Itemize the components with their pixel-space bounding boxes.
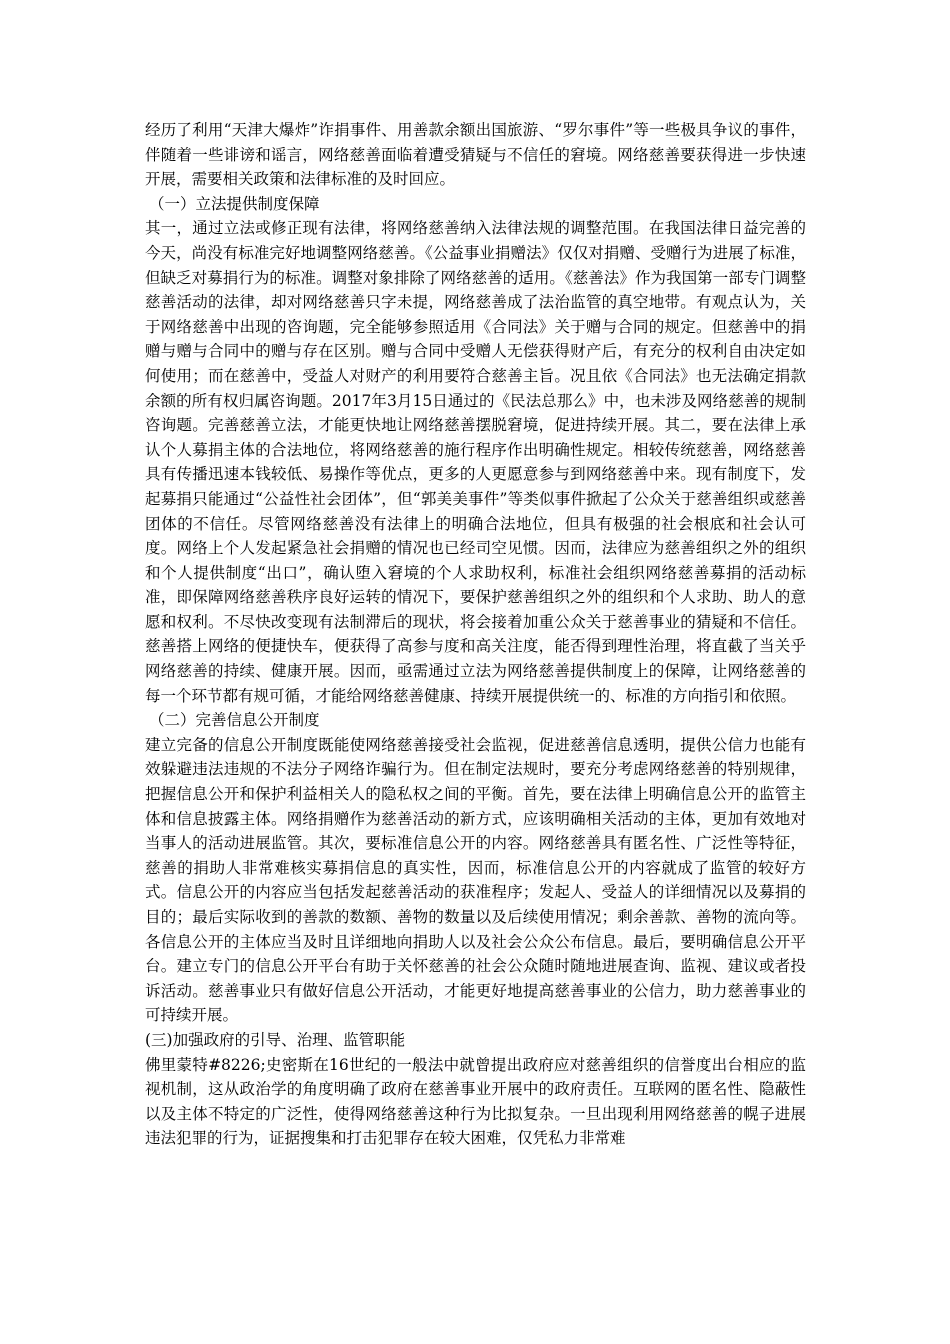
- section-2-paragraph: 建立完备的信息公开制度既能使网络慈善接受社会监视，促进慈善信息透明，提供公信力也能有效躲避违法违规的不法分子网络诈骗行为。但在制定法规时，要充分考虑网络慈善的特别规律，把握信息公开和保护利益相关人的隐私权之间的平衡。首先，要在法律上明确信息公开的监管主体和信息披露主体。网络捐赠作为慈善活动的新方式，应该明确相关活动的主体，更加有效地对当事人的活动进展监管。其次，要标准信息公开的内容。网络慈善具有匿名性、广泛性等特征，慈善的捐助人非常难核实募捐信息的真实性，因而，标准信息公开的内容就成了监管的较好方式。信息公开的内容应当包括发起慈善活动的获准程序；发起人、受益人的详细情况以及募捐的目的；最后实际收到的善款的数额、善物的数量以及后续使用情况；剩余善款、善物的流向等。各信息公开的主体应当及时且详细地向捐助人以及社会公众公布信息。最后，要明确信息公开平台。建立专门的信息公开平台有助于关怀慈善的社会公众随时随地进展查询、监视、建议或者投诉活动。慈善事业只有做好信息公开活动，才能更好地提高慈善事业的公信力，助力慈善事业的可持续开展。: [145, 735, 806, 1025]
- section-1-paragraph: 其一，通过立法或修正现有法律，将网络慈善纳入法律法规的调整范围。在我国法律日益完善的今天，尚没有标准完好地调整网络慈善。《公益事业捐赠法》仅仅对捐赠、受赠行为进展了标准，但缺乏对募捐行为的标准。调整对象排除了网络慈善的适用。《慈善法》作为我国第一部专门调整慈善活动的法律，却对网络慈善只字未提，网络慈善成了法治监管的真空地带。有观点认为，关于网络慈善中出现的咨询题，完全能够参照适用《合同法》关于赠与合同的规定。但慈善中的捐赠与赠与合同中的赠与存在区别。赠与合同中受赠人无偿获得财产后，有充分的权利自由决定如何使用；而在慈善中，受益人对财产的利用要符合慈善主旨。况且依《合同法》也无法确定捐款余额的所有权归属咨询题。2017年3月15日通过的《民法总那么》中，也未涉及网络慈善的规制咨询题。完善慈善立法，才能更快地让网络慈善摆脱窘境，促进持续开展。其二，要在法律上承认个人募捐主体的合法地位，将网络慈善的施行程序作出明确性规定。相较传统慈善，网络慈善具有传播迅速本钱较低、易操作等优点，更多的人更愿意参与到网络慈善中来。现有制度下，发起募捐只能通过“公益性社会团体”，但“郭美美事件”等类似事件掀起了公众关于慈善组织或慈善团体的不信任。尽管网络慈善没有法律上的明确合法地位，但具有极强的社会根底和社会认可度。网络上个人发起紧急社会捐赠的情况也已经司空见惯。因而，法律应为慈善组织之外的组织和个人提供制度“出口”，确认堕入窘境的个人求助权利，标准社会组织网络慈善募捐的活动标准，即保障网络慈善秩序良好运转的情况下，要保护慈善组织之外的组织和个人求助、助人的意愿和权利。不尽快改变现有法制滞后的现状，将会接着加重公众关于慈善事业的猜疑和不信任。慈善搭上网络的便捷快车，便获得了高参与度和高关注度，能否得到理性治理，将直截了当关乎网络慈善的持续、健康开展。因而，亟需通过立法为网络慈善提供制度上的保障，让网络慈善的每一个环节都有规可循，才能给网络慈善健康、持续开展提供统一的、标准的方向指引和依照。: [145, 219, 806, 705]
- section-heading-3: (三)加强政府的引导、治理、监管职能: [145, 1030, 406, 1049]
- section-heading-1: （一）立法提供制度保障: [149, 194, 320, 213]
- section-3-paragraph: 佛里蒙特#8226;史密斯在16世纪的一般法中就曾提出政府应对慈善组织的信誉度出台相应的监视机制，这从政治学的角度明确了政府在慈善事业开展中的政府责任。互联网的匿名性、隐蔽性以及主体不特定的广泛性，使得网络慈善这种行为比拟复杂。一旦出现利用网络慈善的幌子进展违法犯罪的行为，证据搜集和打击犯罪存在较大困难，仅凭私力非常难: [145, 1055, 806, 1148]
- section-heading-2: （二）完善信息公开制度: [149, 711, 320, 730]
- document-page: [145, 118, 806, 1151]
- intro-paragraph: 经历了利用“天津大爆炸”诈捐事件、用善款余额出国旅游、“罗尔事件”等一些极具争议的事件，伴随着一些诽谤和谣言，网络慈善面临着遭受猜疑与不信任的窘境。网络慈善要获得进一步快速开展，需要相关政策和法律标准的及时回应。: [145, 121, 806, 189]
